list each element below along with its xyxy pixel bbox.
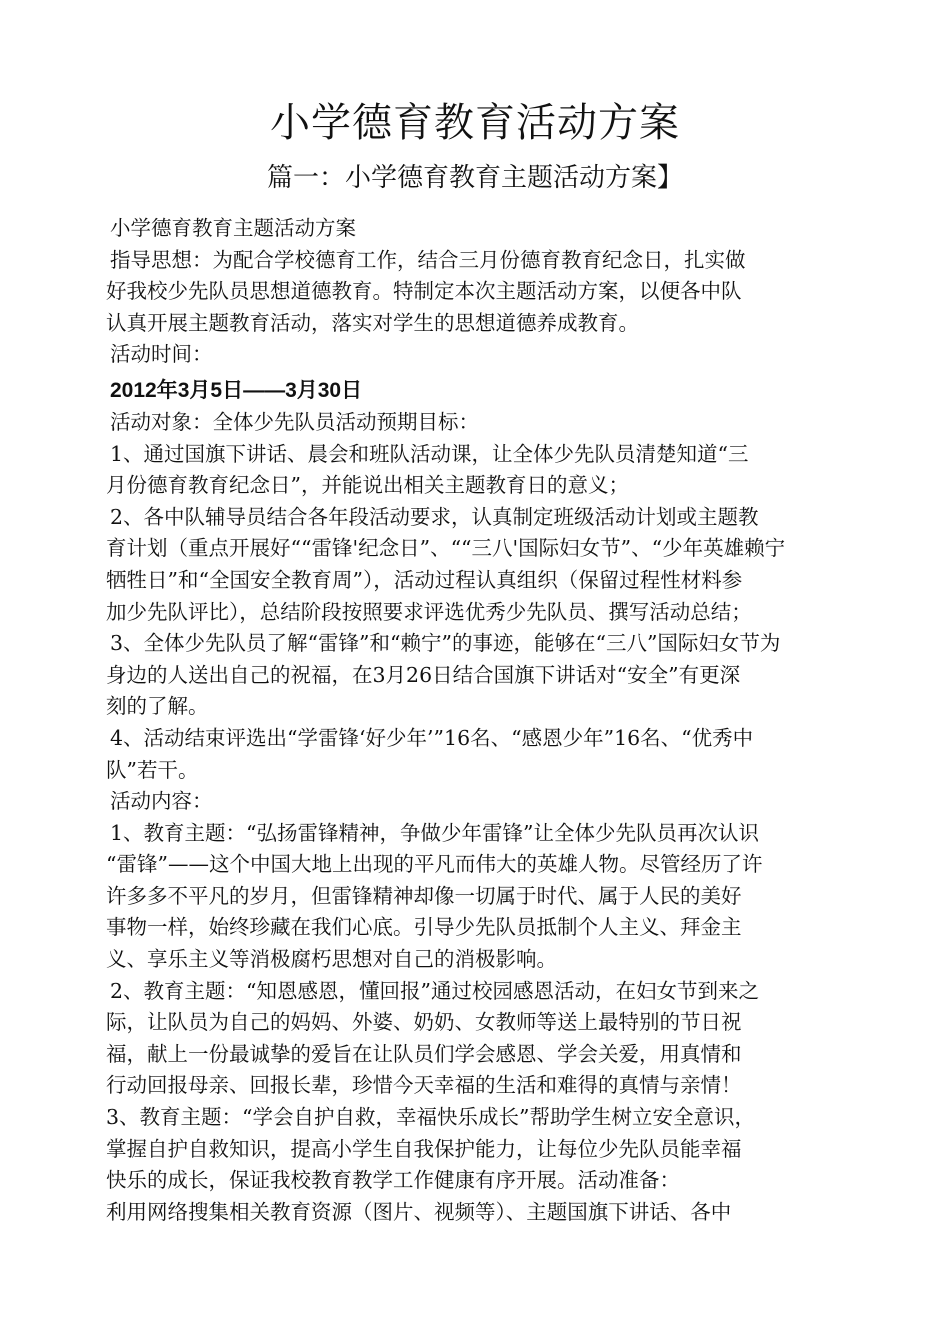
paragraph-line: 好我校少先队员思想道德教育。特制定本次主题活动方案，以便各中队 (106, 279, 742, 304)
paragraph-line: 育计划（重点开展好““雷锋'纪念日”、““三八'国际妇女节”、“少年英雄赖宁 (106, 536, 786, 561)
paragraph-line: 队”若干。 (106, 757, 199, 782)
paragraph-line: 月份德育教育纪念日”，并能说出相关主题教育日的意义； (106, 473, 629, 498)
date-range: 2012年3月5日——3月30日 (110, 378, 363, 402)
paragraph-line: 身边的人送出自己的祝福，在3月26日结合国旗下讲话对“安全”有更深 (106, 662, 741, 687)
list-item: 3、全体少先队员了解“雷锋”和“赖宁”的事迹，能够在“三八”国际妇女节为 (110, 631, 781, 656)
paragraph-line: 牺牲日”和“全国安全教育周”），活动过程认真组织（保留过程性材料参 (106, 567, 743, 592)
paragraph-line: “雷锋”——这个中国大地上出现的平凡而伟大的英雄人物。尽管经历了许 (106, 852, 763, 877)
paragraph-line: 义、享乐主义等消极腐朽思想对自己的消极影响。 (106, 947, 557, 972)
list-item: 4、活动结束评选出“学雷锋‘好少年’”16名、“感恩少年”16名、“优秀中 (110, 725, 754, 750)
paragraph-line: 刻的了解。 (106, 694, 209, 719)
document-title: 小学德育教育活动方案 (270, 100, 680, 146)
list-item: 1、教育主题：“弘扬雷锋精神，争做少年雷锋”让全体少先队员再次认识 (110, 820, 760, 845)
list-item: 3、教育主题：“学会自护自救，幸福快乐成长”帮助学生树立安全意识， (106, 1105, 756, 1130)
section-heading: 活动内容： (110, 789, 213, 814)
paragraph-line: 福，献上一份最诚挚的爱旨在让队员们学会感恩、学会关爱，用真情和 (106, 1041, 742, 1066)
paragraph-line: 指导思想：为配合学校德育工作，结合三月份德育教育纪念日，扎实做 (110, 247, 746, 272)
paragraph-line: 活动对象：全体少先队员活动预期目标： (110, 409, 479, 434)
paragraph-line: 掌握自护自救知识，提高小学生自我保护能力，让每位少先队员能幸福 (106, 1136, 742, 1161)
paragraph-line: 快乐的成长，保证我校教育教学工作健康有序开展。活动准备： (106, 1168, 680, 1193)
list-item: 1、通过国旗下讲话、晨会和班队活动课，让全体少先队员清楚知道“三 (110, 441, 749, 466)
paragraph-line: 许多多不平凡的岁月，但雷锋精神却像一切属于时代、属于人民的美好 (106, 883, 742, 908)
paragraph-line: 加少先队评比），总结阶段按照要求评选优秀少先队员、撰写活动总结； (106, 599, 752, 624)
paragraph-line: 利用网络搜集相关教育资源（图片、视频等）、主题国旗下讲话、各中 (106, 1199, 732, 1224)
paragraph-line: 事物一样，始终珍藏在我们心底。引导少先队员抵制个人主义、拜金主 (106, 915, 742, 940)
document-subtitle: 篇一：小学德育教育主题活动方案】 (266, 163, 683, 193)
section-heading: 小学德育教育主题活动方案 (110, 216, 356, 240)
section-heading: 活动时间： (110, 342, 213, 367)
document-body (106, 213, 856, 1228)
list-item: 2、各中队辅导员结合各年段活动要求，认真制定班级活动计划或主题教 (110, 504, 759, 529)
paragraph-line: 行动回报母亲、回报长辈，珍惜今天幸福的生活和难得的真情与亲情！ (106, 1073, 742, 1098)
paragraph-line: 认真开展主题教育活动，落实对学生的思想道德养成教育。 (106, 310, 639, 335)
paragraph-line: 际，让队员为自己的妈妈、外婆、奶奶、女教师等送上最特别的节日祝 (106, 1010, 742, 1035)
list-item: 2、教育主题：“知恩感恩，懂回报”通过校园感恩活动，在妇女节到来之 (110, 978, 760, 1003)
